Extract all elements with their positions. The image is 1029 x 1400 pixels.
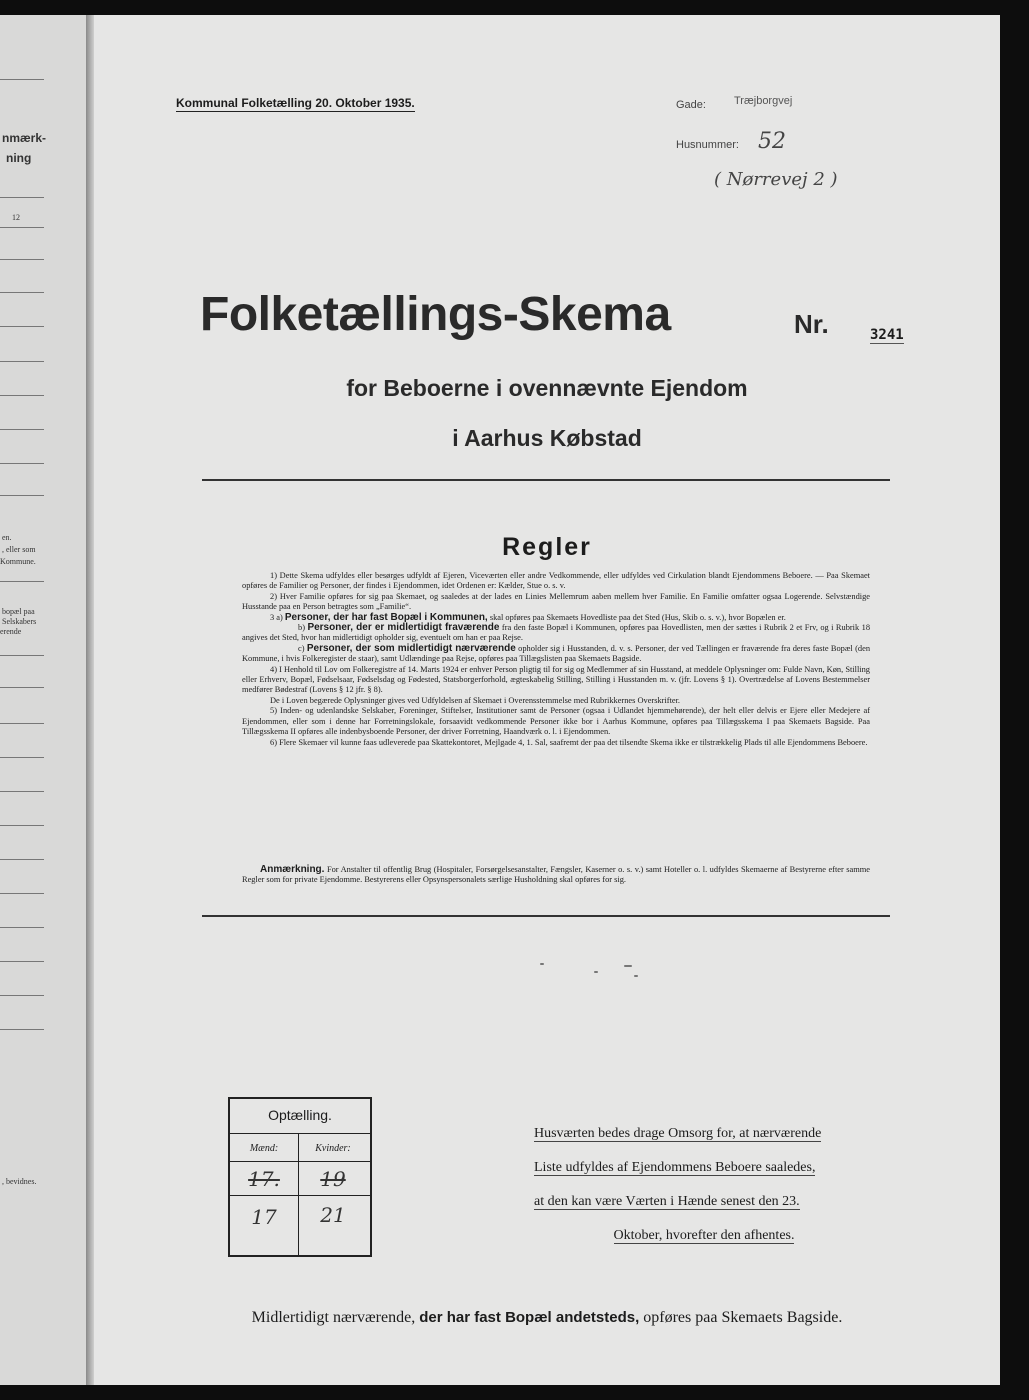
footer-post: opføres paa Skemaets Bagside. xyxy=(643,1309,843,1326)
left-rule xyxy=(0,859,44,860)
form-subtitle-1: for Beboerne i ovennævnte Ejendom xyxy=(346,375,748,401)
left-rule xyxy=(0,495,44,496)
form-number-label: Nr. xyxy=(794,309,829,339)
left-rule xyxy=(0,655,44,656)
ink-smudge xyxy=(624,965,632,967)
men-count: 17 xyxy=(251,1205,277,1229)
men-count-crossed: 17. xyxy=(248,1167,280,1191)
women-count-crossed: 19 xyxy=(320,1167,346,1191)
left-rule xyxy=(0,292,44,293)
left-fragment-text: , eller som xyxy=(2,545,36,554)
left-page-fragment xyxy=(0,15,86,1385)
rule-4b: De i Loven begærede Oplysninger gives ved Udfyldelsen af Skemaet i Overensstemmelse med Rubrikkernes Overskrifter. xyxy=(270,695,681,705)
notice-line-text: at den kan være Værten i Hænde senest den 23. xyxy=(534,1194,800,1209)
left-rule xyxy=(0,723,44,724)
ink-smudge xyxy=(540,963,544,965)
divider-top xyxy=(202,479,890,481)
left-rule xyxy=(0,1029,44,1030)
rule-3a-text: skal opføres paa Skemaets Hovedliste paa det Sted (Hus, Skib o. s. v.), hvor Bopælen er. xyxy=(489,612,786,622)
left-fragment-text: en. xyxy=(2,533,12,542)
rule-2: 2) Hver Familie opføres for sig paa Skemaet, og saaledes at der lades en Linies Mellemrum aaben mellem hver Familie. En Familie omfatter ogsaa Logerende. Selvstændige Husstande paa en Person betragtes som „Familie“. xyxy=(242,591,870,612)
left-fragment-text: erende xyxy=(0,627,22,636)
left-rule xyxy=(0,197,44,198)
left-fragment-text: , bevidnes. xyxy=(2,1177,37,1186)
rule-3c-heading: Personer, der som midlertidigt nærværende xyxy=(306,642,516,654)
rule-3a-number: 3 a) xyxy=(270,612,283,622)
notice-line xyxy=(534,1117,874,1151)
count-box-title: Optælling. xyxy=(268,1107,332,1123)
notice-line xyxy=(534,1185,874,1219)
women-count: 21 xyxy=(320,1203,346,1227)
footer-note xyxy=(94,1309,1000,1327)
ink-smudge xyxy=(594,971,598,973)
notice-line-text: Oktober, hvorefter den afhentes. xyxy=(613,1228,795,1243)
street-value: Træjborgvej xyxy=(734,95,793,107)
count-box-rule xyxy=(230,1133,370,1134)
rule-5: 5) Inden- og udenlandske Selskaber, Foreninger, Stiftelser, Institutioner samt de Personer (ogsaa i Udlandet hjemmehørende), der helt eller delvis er Ejere eller Medejere af Ejendommen, eller som i denne har Forretningslokale, forsaavidt vedkommende Personer ikke bor i Aarhus Kommune, opføres paa Tillægsskema I paa Skemaets Bagside. Paa Tillægsskema II opføres alle indenbysboende Personer, der driver Forretning, Haandværk o. l. i Ejendommen. xyxy=(242,706,870,737)
notice-line xyxy=(534,1219,874,1253)
remark-lead: Anmærkning. xyxy=(260,864,325,875)
notice-line-text: Liste udfyldes af Ejendommens Beboere saaledes, xyxy=(534,1160,816,1175)
count-box-rule xyxy=(230,1161,370,1162)
men-column-label: Mænd: xyxy=(249,1143,279,1154)
rule-3b-heading: Personer, der er midlertidigt fraværende xyxy=(307,622,500,634)
rule-3a-heading: Personer, der har fast Bopæl i Kommunen, xyxy=(284,611,488,623)
left-rule xyxy=(0,395,44,396)
left-rule xyxy=(0,79,44,80)
left-fragment-text: ning xyxy=(6,151,32,165)
left-rule xyxy=(0,259,44,260)
remark-block xyxy=(242,865,870,886)
left-fragment-text: bopæl paa xyxy=(2,607,35,616)
remark-text: For Anstalter til offentlig Brug (Hospitaler, Forsørgelsesanstalter, Fængsler, Kaserner o. s. v.) samt Hoteller o. l. udfyldes Skemaerne af Bestyrerne efter samme Regler som for private Ejendomme. Bestyrerens eller Opsynspersonalets særlige Husholdning skal opføres for sig. xyxy=(242,865,870,885)
left-fragment-text: 12 xyxy=(12,213,20,222)
rules-heading: Regler xyxy=(502,533,592,561)
rule-6: 6) Flere Skemaer vil kunne faas udleverede paa Skattekontoret, Mejlgade 4, 1. Sal, saafremt der paa det tilsendte Skema ikke er tilstrækkelig Plads til alle Ejendommens Beboere. xyxy=(270,737,868,747)
left-fragment-text: Selskabers xyxy=(2,617,37,626)
alt-address-handwritten: ( Nørrevej 2 ) xyxy=(714,169,838,190)
left-rule xyxy=(0,961,44,962)
rule-3b xyxy=(242,623,870,644)
women-column-label: Kvinder: xyxy=(315,1143,351,1154)
rule-4: 4) I Henhold til Lov om Folkeregistre af 14. Marts 1924 er enhver Person pligtig til for sig og Medlemmer af sin Husstand, at meddele Oplysninger om: Fulde Navn, Køn, Stilling eller Erhverv, Bopæl, Fødselsaar, Fødselsdag og Fødested, Statsborgerforhold, ægteskabelig Stilling, Stilling i Husstanden m. v. (jfr. Lovens § 1). Overtrædelse af Lovens Bestemmelser medfører Bødestraf (Lovens § 12 jfr. § 8). xyxy=(242,664,870,695)
footer-bold: der har fast Bopæl andetsteds, xyxy=(419,1309,640,1326)
street-label: Gade: xyxy=(676,99,706,111)
census-form-page xyxy=(94,15,1000,1385)
left-rule xyxy=(0,429,44,430)
left-fragment-text: nmærk- xyxy=(2,131,47,145)
form-number-value: 3241 xyxy=(870,327,904,343)
left-rule xyxy=(0,757,44,758)
book-gutter xyxy=(86,15,94,1385)
rule-3c xyxy=(242,644,870,665)
count-box-rule xyxy=(230,1195,370,1196)
left-rule xyxy=(0,825,44,826)
left-rule xyxy=(0,893,44,894)
left-fragment-text: Kommune. xyxy=(0,557,36,566)
ink-smudge xyxy=(634,975,638,977)
left-rule xyxy=(0,581,44,582)
landlord-notice xyxy=(534,1117,874,1253)
rule-3c-number: c) xyxy=(298,643,305,653)
notice-line-text: Husværten bedes drage Omsorg for, at nærværende xyxy=(534,1126,822,1141)
left-rule xyxy=(0,227,44,228)
left-rule xyxy=(0,361,44,362)
rule-3b-text: fra den faste Bopæl i Kommunen, opføres paa Hovedlisten, men der sættes i Rubrik 2 et Frv, og i Rubrik 18 angives det Sted, hvor han midlertidigt opholder sig, eventuelt om han er paa Rejse. xyxy=(242,623,871,643)
left-rule xyxy=(0,995,44,996)
rules-body xyxy=(242,571,870,748)
left-rule xyxy=(0,687,44,688)
rule-3b-number: b) xyxy=(298,623,305,633)
left-rule xyxy=(0,326,44,327)
house-number-label: Husnummer: xyxy=(676,139,739,151)
notice-line xyxy=(534,1151,874,1185)
divider-bottom xyxy=(202,915,890,917)
form-subtitle-2: i Aarhus Købstad xyxy=(452,425,642,451)
left-rule xyxy=(0,791,44,792)
rule-1: 1) Dette Skema udfyldes eller besørges udfyldt af Ejeren, Viceværten eller andre Vedkommende, eller udfyldes ved Cirkulation blandt Ejendommens Beboere. — Paa Skemaet opføres de Familier og Personer, der findes i Ejendommen, idet Ordenen er: Kælder, Stue o. s. v. xyxy=(242,571,870,591)
census-header: Kommunal Folketælling 20. Oktober 1935. xyxy=(176,96,415,110)
count-box xyxy=(228,1097,372,1257)
left-rule xyxy=(0,927,44,928)
form-title: Folketællings-Skema xyxy=(200,288,671,341)
footer-pre: Midlertidigt nærværende, xyxy=(251,1309,416,1326)
house-number-value: 52 xyxy=(758,129,786,154)
rule-3c-text: opholder sig i Husstanden, d. v. s. Personer, der ved Tællingen er fraværende fra deres faste Bopæl (den Kommune, i hvis Folkeregister de staar), samt Udlændinge paa Rejse, opføres paa Tillægslisten paa Skemaets Bagside. xyxy=(242,643,871,664)
left-rule xyxy=(0,463,44,464)
